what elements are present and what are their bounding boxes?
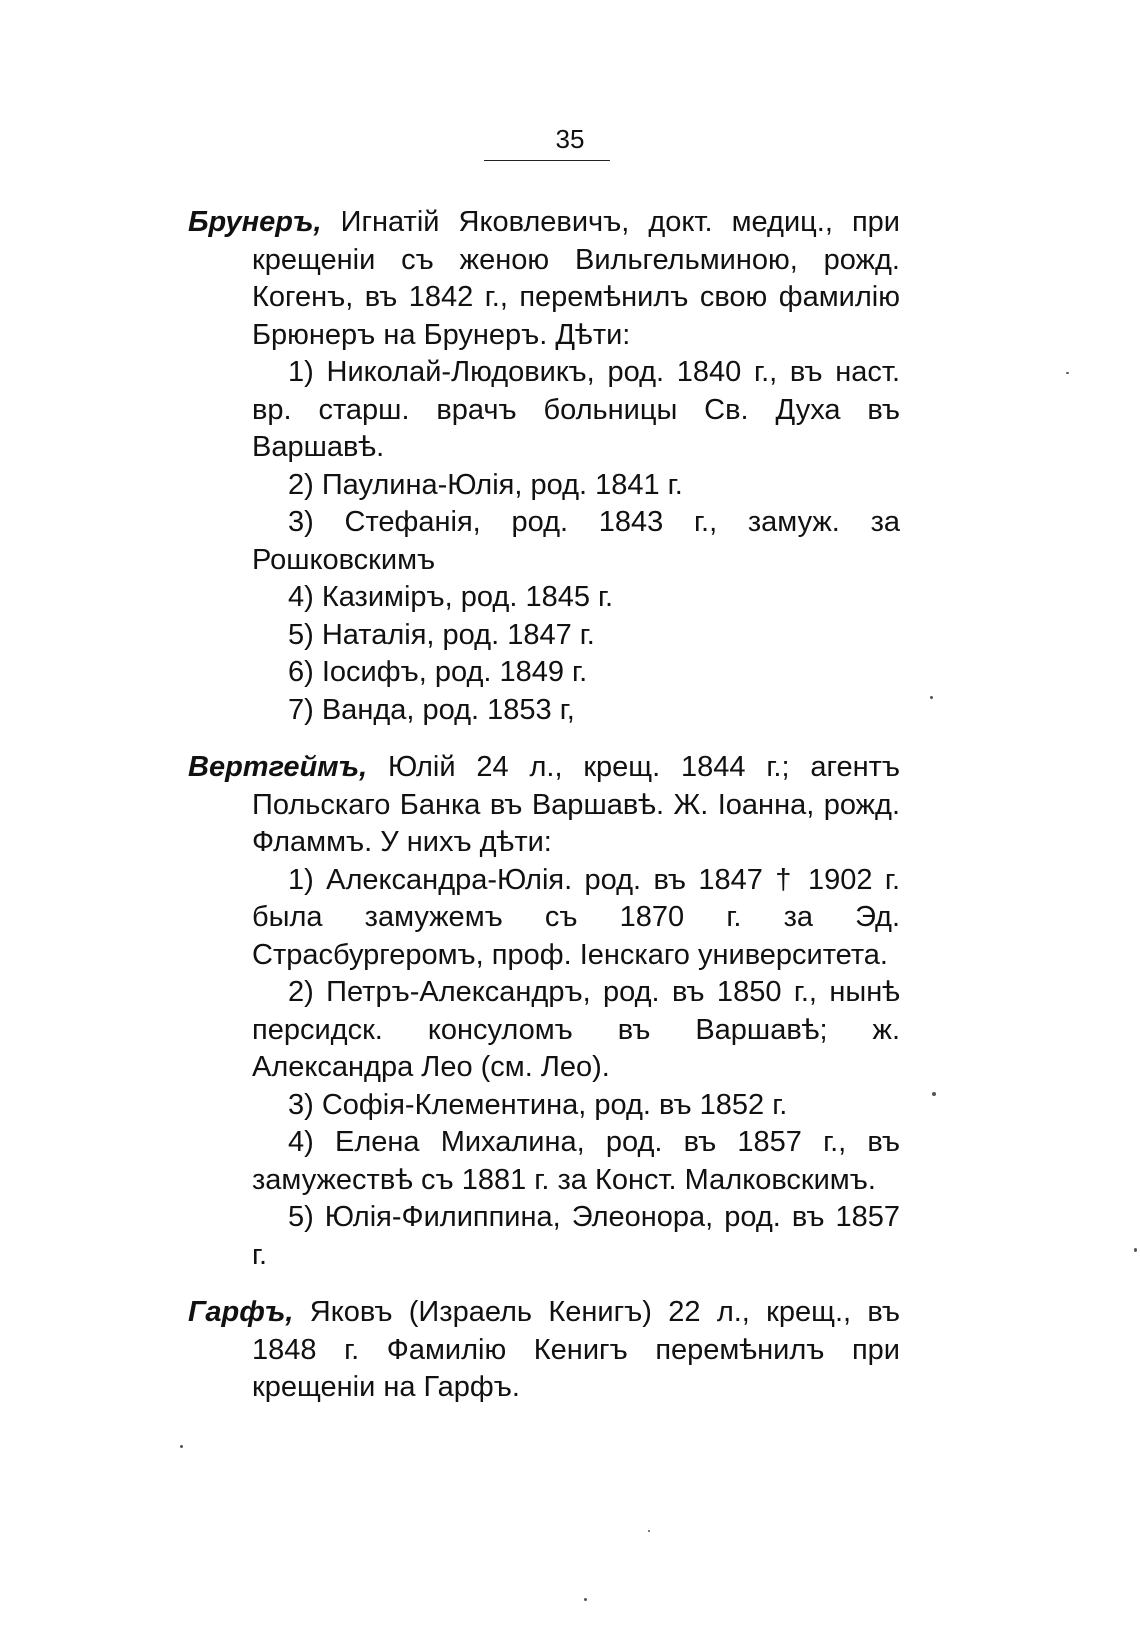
child-item: 7) Ванда, род. 1853 г,: [288, 693, 575, 726]
entry-main-text: Яковъ (Израель Кенигъ) 22 л., крещ., въ 1848 г. Фамилію Кенигъ перемѣнилъ при крещеніи на Гарфъ.: [252, 1296, 900, 1403]
entry-surname: Гарфъ,: [188, 1296, 294, 1328]
entry-surname: Брунеръ,: [188, 206, 322, 238]
entry-main-paragraph: [188, 204, 900, 354]
child-item: 3) Софія-Клементина, род. въ 1852 г.: [288, 1088, 788, 1121]
page-content: [188, 204, 900, 1407]
entry-surname: Вертгеймъ,: [188, 751, 368, 783]
entry-wertheim: [188, 749, 900, 1274]
page-number-rule: [484, 160, 610, 161]
entry-main-paragraph: [188, 749, 900, 862]
child-item: 6) Іосифъ, род. 1849 г.: [288, 656, 588, 688]
scan-speck: [584, 1598, 587, 1601]
entry-main-text: Игнатій Яковлевичъ, докт. медиц., при крещеніи съ женою Вильгельминою, рожд. Когенъ, въ 1842 г., перемѣнилъ свою фамилію Брюнеръ на Брунеръ. Дѣти:: [252, 206, 900, 351]
scan-speck: [930, 696, 933, 699]
child-item: 2) Петръ-Александръ, род. въ 1850 г., нынѣ персидск. консуломъ въ Варшавѣ; ж. Александра Лео (см. Лео).: [252, 976, 900, 1083]
child-item: 5) Наталія, род. 1847 г.: [288, 618, 595, 651]
entry-bruner: [188, 204, 900, 729]
scan-speck: [1066, 372, 1069, 374]
child-item: 4) Елена Михалина, род. въ 1857 г., въ замужествѣ съ 1881 г. за Конст. Малковскимъ.: [252, 1126, 900, 1196]
scan-speck: [1134, 1248, 1137, 1252]
child-item: 2) Паулина-Юлія, род. 1841 г.: [288, 468, 683, 501]
child-item: 1) Николай-Людовикъ, род. 1840 г., въ наст. вр. старш. врачъ больницы Св. Духа въ Варшавѣ.: [252, 356, 900, 463]
scan-speck: [932, 1092, 936, 1096]
child-item: 1) Александра-Юлія. род. въ 1847 † 1902 г. была замужемъ съ 1870 г. за Эд. Страсбургеромъ, проф. Іенскаго университета.: [252, 863, 900, 971]
child-item: 3) Стефанія, род. 1843 г., замуж. за Рошковскимъ: [252, 506, 900, 576]
child-item: 4) Казиміръ, род. 1845 г.: [288, 581, 614, 613]
child-item: 5) Юлія-Филиппина, Элеонора, род. въ 1857 г.: [252, 1201, 900, 1271]
scan-speck: [648, 1530, 650, 1532]
entry-main-paragraph: [188, 1294, 900, 1407]
entry-main-text: Юлій 24 л., крещ. 1844 г.; агентъ Польскаго Банка въ Варшавѣ. Ж. Іоанна, рожд. Фламмъ. У нихъ дѣти:: [252, 751, 900, 858]
page-number: 35: [555, 124, 585, 154]
entry-garf: [188, 1294, 900, 1407]
scan-speck: [180, 1445, 183, 1448]
